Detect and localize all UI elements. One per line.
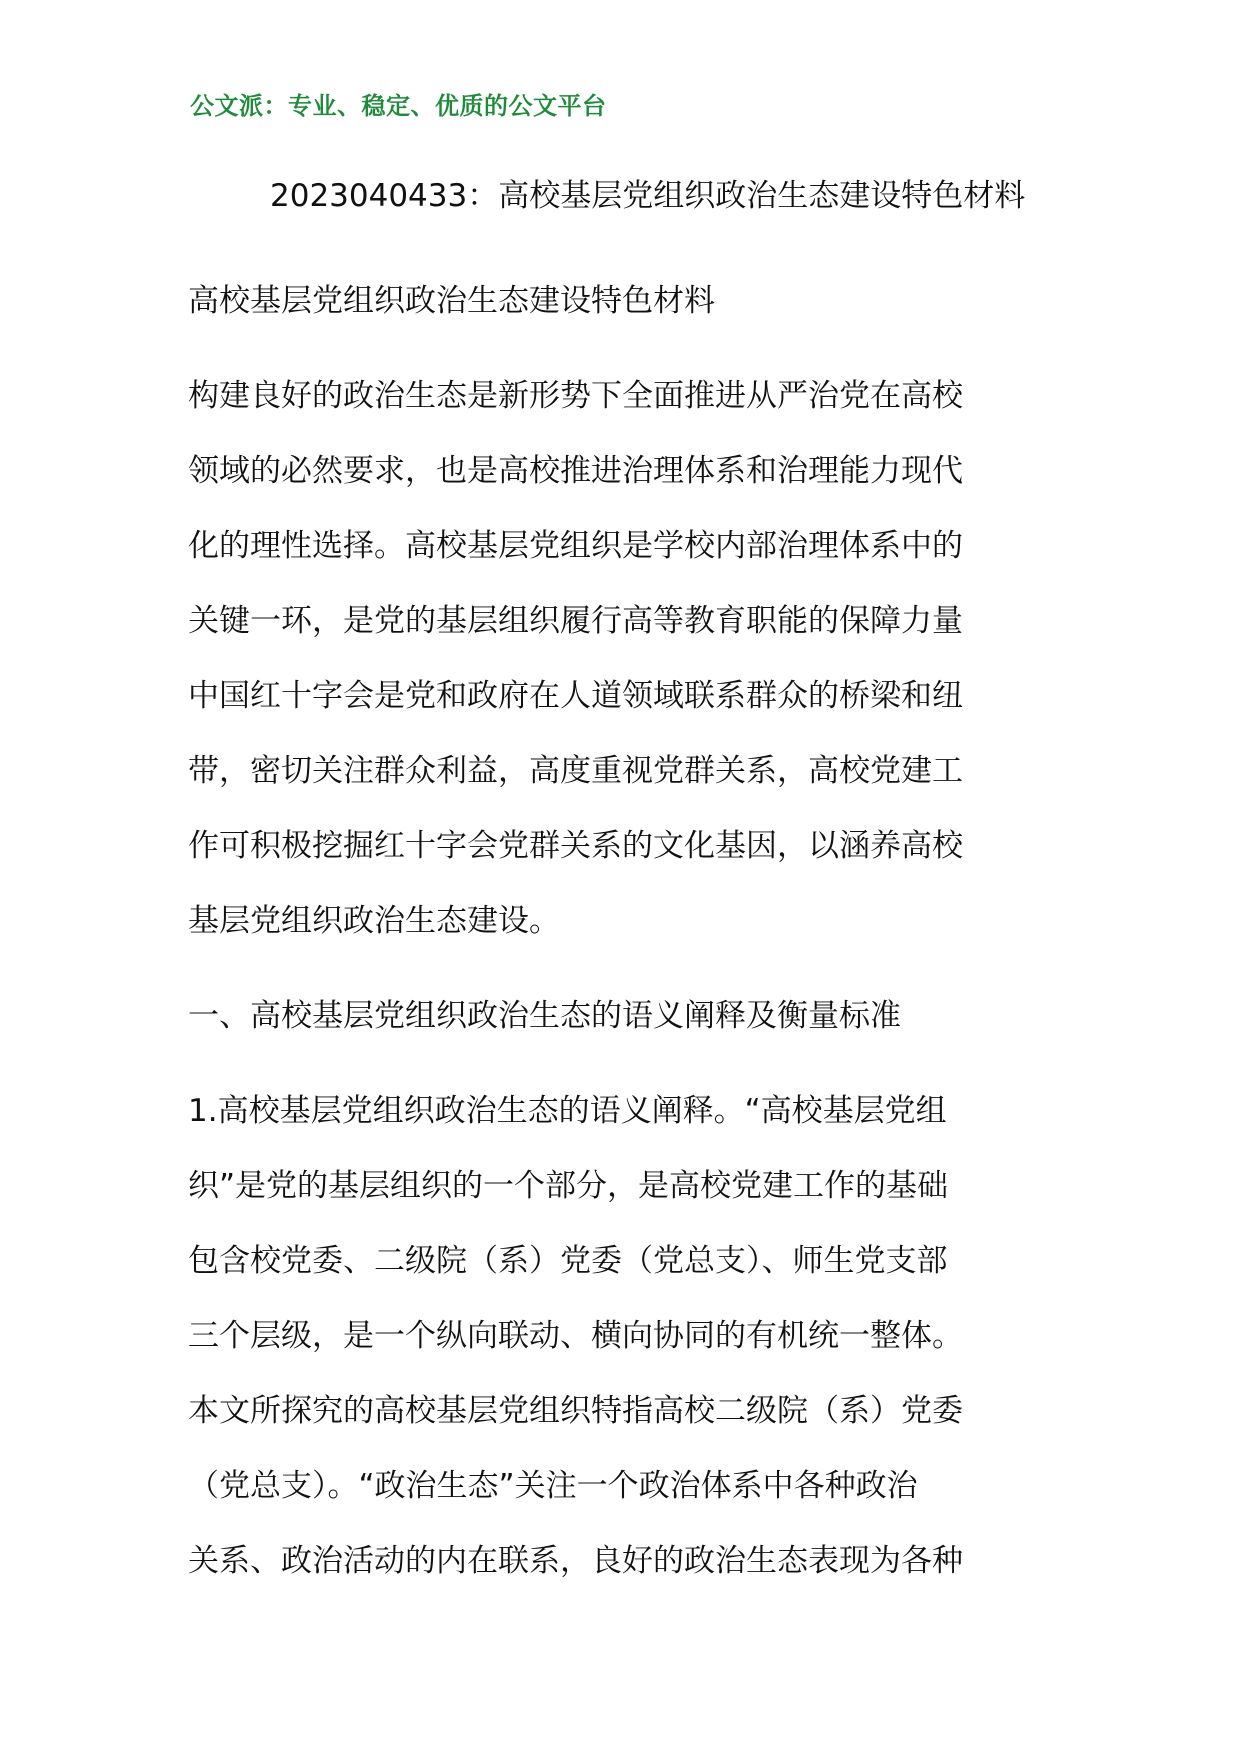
paragraph-intro [188, 359, 1056, 959]
text-line: 作可积极挖掘红十字会党群关系的文化基因，以涵养高校 [188, 828, 963, 864]
text-line: 化的理性选择。高校基层党组织是学校内部治理体系中的 [188, 528, 963, 564]
text-line: （党总支）。“政治生态”关注一个政治体系中各种政治 [188, 1468, 918, 1504]
header-brand: 公文派：专业、稳定、优质的公文平台 [190, 91, 607, 120]
text-line: 构建良好的政治生态是新形势下全面推进从严治党在高校 [188, 378, 963, 414]
text-line: 1.高校基层党组织政治生态的语义阐释。“高校基层党组 [188, 1093, 947, 1129]
text-line: 织”是党的基层组织的一个部分，是高校党建工作的基础 [188, 1168, 949, 1204]
text-line: 关系、政治活动的内在联系，良好的政治生态表现为各种 [188, 1543, 963, 1579]
document-title: 2023040433：高校基层党组织政治生态建设特色材料 [270, 178, 1026, 214]
section-heading: 一、高校基层党组织政治生态的语义阐释及衡量标准 [188, 998, 901, 1034]
document-subtitle: 高校基层党组织政治生态建设特色材料 [188, 283, 715, 319]
paragraph-section-1 [188, 1074, 1056, 1599]
text-line: 中国红十字会是党和政府在人道领域联系群众的桥梁和纽 [188, 678, 963, 714]
text-line: 包含校党委、二级院（系）党委（党总支）、师生党支部 [188, 1243, 948, 1279]
text-line: 领域的必然要求，也是高校推进治理体系和治理能力现代 [188, 453, 963, 489]
text-line: 带，密切关注群众利益，高度重视党群关系，高校党建工 [188, 753, 963, 789]
spacer [188, 959, 1056, 979]
document-body [188, 264, 1056, 1599]
text-line: 基层党组织政治生态建设。 [188, 903, 560, 939]
spacer [188, 1054, 1056, 1074]
spacer [188, 339, 1056, 359]
text-line: 关键一环，是党的基层组织履行高等教育职能的保障力量 [188, 603, 963, 639]
text-line: 三个层级，是一个纵向联动、横向协同的有机统一整体。 [188, 1318, 963, 1354]
text-line: 本文所探究的高校基层党组织特指高校二级院（系）党委 [188, 1393, 963, 1429]
